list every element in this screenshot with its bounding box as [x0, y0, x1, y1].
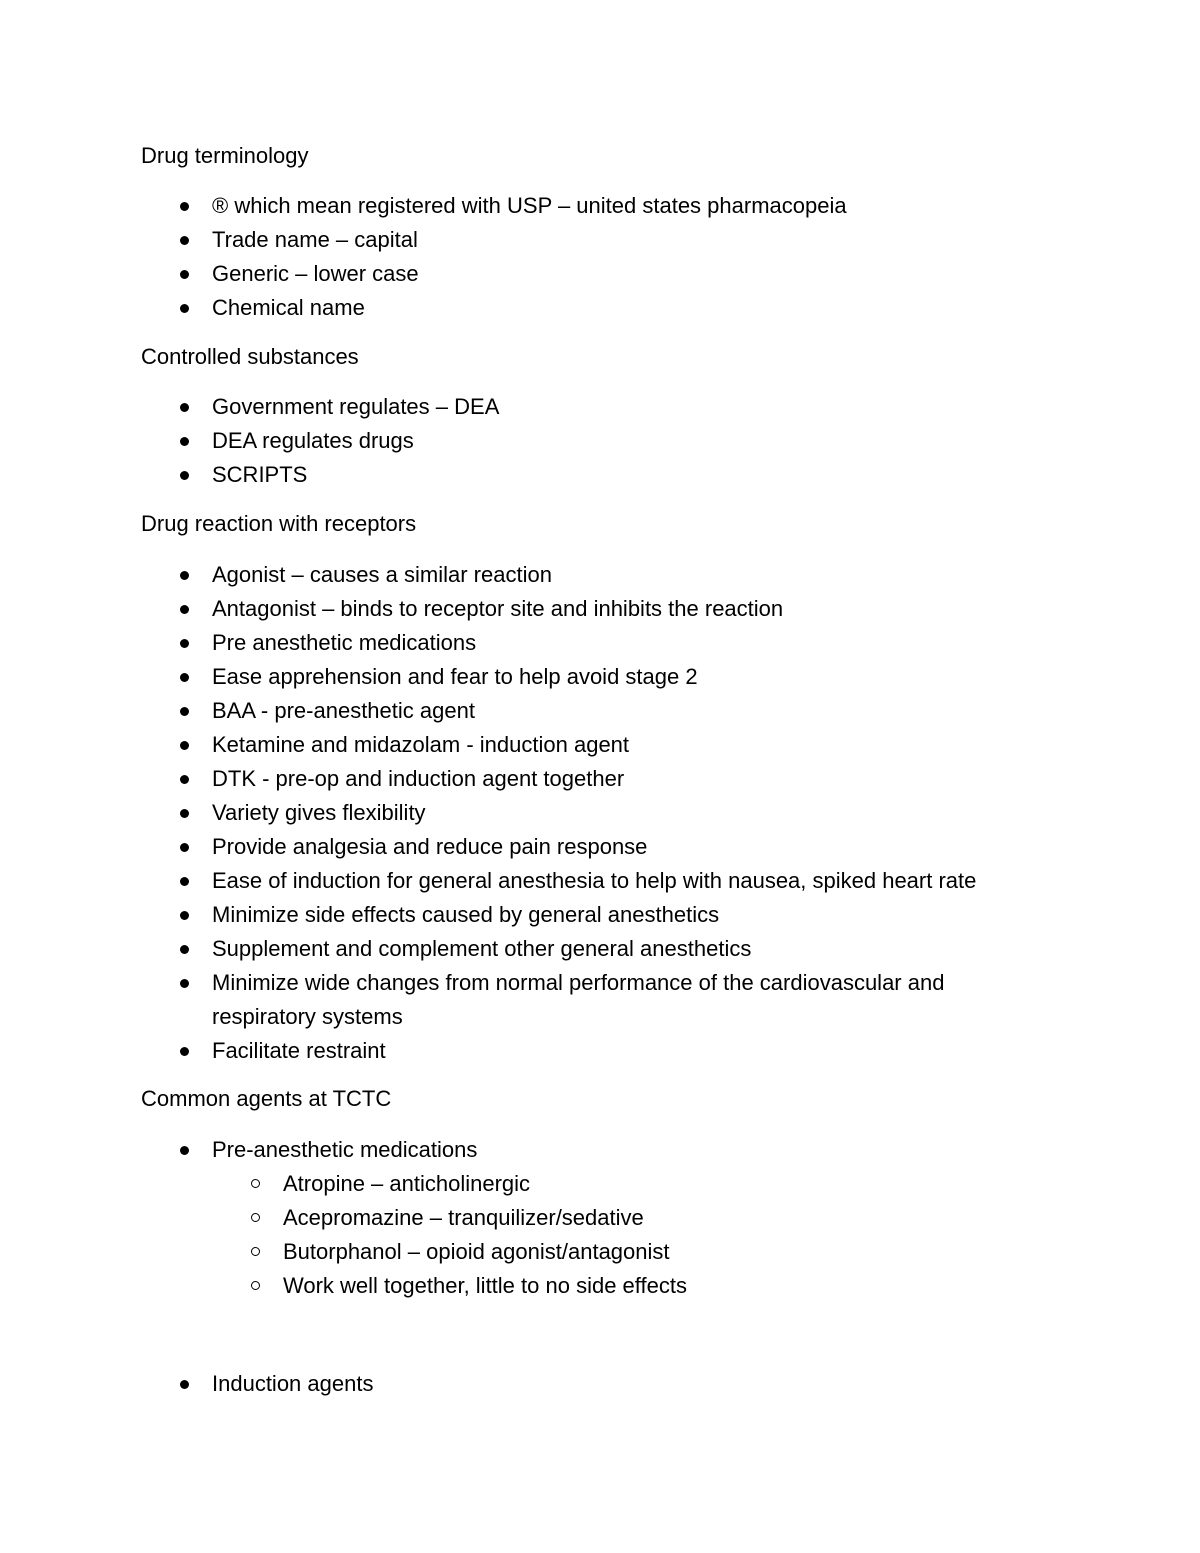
list-item	[212, 966, 1032, 1034]
bullet-icon	[180, 437, 189, 446]
list-item	[212, 1034, 386, 1068]
bullet-icon	[180, 304, 189, 313]
list-item-text: Variety gives flexibility	[212, 800, 426, 825]
bullet-icon	[180, 775, 189, 784]
bullet-icon	[180, 911, 189, 920]
list-item-text: Government regulates – DEA	[212, 394, 500, 419]
list-item	[212, 830, 647, 864]
section-heading-drug-reaction: Drug reaction with receptors	[141, 511, 417, 536]
list-item-text: Provide analgesia and reduce pain response	[212, 834, 648, 859]
bullet-icon	[180, 945, 189, 954]
bullet-icon	[180, 571, 189, 580]
list-item	[212, 864, 976, 898]
list-item	[212, 592, 783, 626]
bullet-icon	[180, 639, 189, 648]
bullet-icon	[180, 236, 189, 245]
hollow-bullet-icon	[251, 1281, 260, 1290]
list-item	[212, 728, 629, 762]
bullet-icon	[180, 202, 189, 211]
sub-list-item	[283, 1269, 687, 1303]
hollow-bullet-icon	[251, 1179, 260, 1188]
list-item	[212, 796, 426, 830]
list-item-text: Agonist – causes a similar reaction	[212, 562, 552, 587]
bullet-icon	[180, 403, 189, 412]
bullet-icon	[180, 979, 189, 988]
list-item	[212, 257, 419, 291]
list-item	[212, 898, 719, 932]
list-item-text: Ease apprehension and fear to help avoid stage 2	[212, 664, 698, 689]
bullet-icon	[180, 809, 189, 818]
list-item	[212, 1133, 477, 1167]
bullet-icon	[180, 1047, 189, 1056]
list-item-text: Ease of induction for general anesthesia to help with nausea, spiked heart rate	[212, 868, 977, 893]
list-item-text: DEA regulates drugs	[212, 428, 414, 453]
list-item	[212, 390, 499, 424]
list-item-text: Minimize side effects caused by general anesthetics	[212, 902, 720, 927]
list-item-text: Trade name – capital	[212, 227, 418, 252]
list-item	[212, 626, 476, 660]
bullet-icon	[180, 605, 189, 614]
list-item-text: Chemical name	[212, 295, 365, 320]
list-item-text: Pre anesthetic medications	[212, 630, 477, 655]
bullet-icon	[180, 741, 189, 750]
list-item	[212, 660, 698, 694]
list-item-text: DTK - pre-op and induction agent together	[212, 766, 625, 791]
bullet-icon	[180, 673, 189, 682]
list-item-text: Generic – lower case	[212, 261, 419, 286]
list-item-text: Facilitate restraint	[212, 1038, 386, 1063]
list-item	[212, 458, 307, 492]
section-heading-drug-terminology: Drug terminology	[141, 143, 309, 168]
bullet-icon	[180, 270, 189, 279]
list-item-text: SCRIPTS	[212, 462, 308, 487]
list-item	[212, 558, 552, 592]
list-item	[212, 932, 751, 966]
bullet-icon	[180, 1380, 189, 1389]
hollow-bullet-icon	[251, 1213, 260, 1222]
list-item-text: Induction agents	[212, 1371, 374, 1396]
sub-list-item-text: Atropine – anticholinergic	[283, 1171, 531, 1196]
sub-list-item-text: Acepromazine – tranquilizer/sedative	[283, 1205, 644, 1230]
list-item	[212, 223, 418, 257]
sub-list-item-text: Work well together, little to no side effects	[283, 1273, 687, 1298]
list-item-text: Ketamine and midazolam - induction agent	[212, 732, 630, 757]
hollow-bullet-icon	[251, 1247, 260, 1256]
section-heading-common-agents: Common agents at TCTC	[141, 1086, 392, 1111]
list-item	[212, 694, 475, 728]
list-item	[212, 1367, 373, 1401]
list-item	[212, 424, 414, 458]
list-item-text: Antagonist – binds to receptor site and inhibits the reaction	[212, 596, 784, 621]
bullet-icon	[180, 707, 189, 716]
list-item-text: Pre-anesthetic medications	[212, 1137, 478, 1162]
sub-list-item	[283, 1235, 670, 1269]
bullet-icon	[180, 471, 189, 480]
bullet-icon	[180, 1146, 189, 1155]
list-item	[212, 189, 847, 223]
bullet-icon	[180, 843, 189, 852]
list-item-text: BAA - pre-anesthetic agent	[212, 698, 475, 723]
sub-list-item-text: Butorphanol – opioid agonist/antagonist	[283, 1239, 670, 1264]
bullet-icon	[180, 877, 189, 886]
list-item-text: Minimize wide changes from normal performance of the cardiovascular and respiratory systems	[212, 970, 945, 1029]
sub-list-item	[283, 1167, 530, 1201]
section-heading-controlled-substances: Controlled substances	[141, 344, 359, 369]
list-item	[212, 762, 624, 796]
list-item-text: Supplement and complement other general anesthetics	[212, 936, 752, 961]
list-item	[212, 291, 365, 325]
sub-list-item	[283, 1201, 644, 1235]
list-item-text: ® which mean registered with USP – united states pharmacopeia	[212, 193, 847, 218]
